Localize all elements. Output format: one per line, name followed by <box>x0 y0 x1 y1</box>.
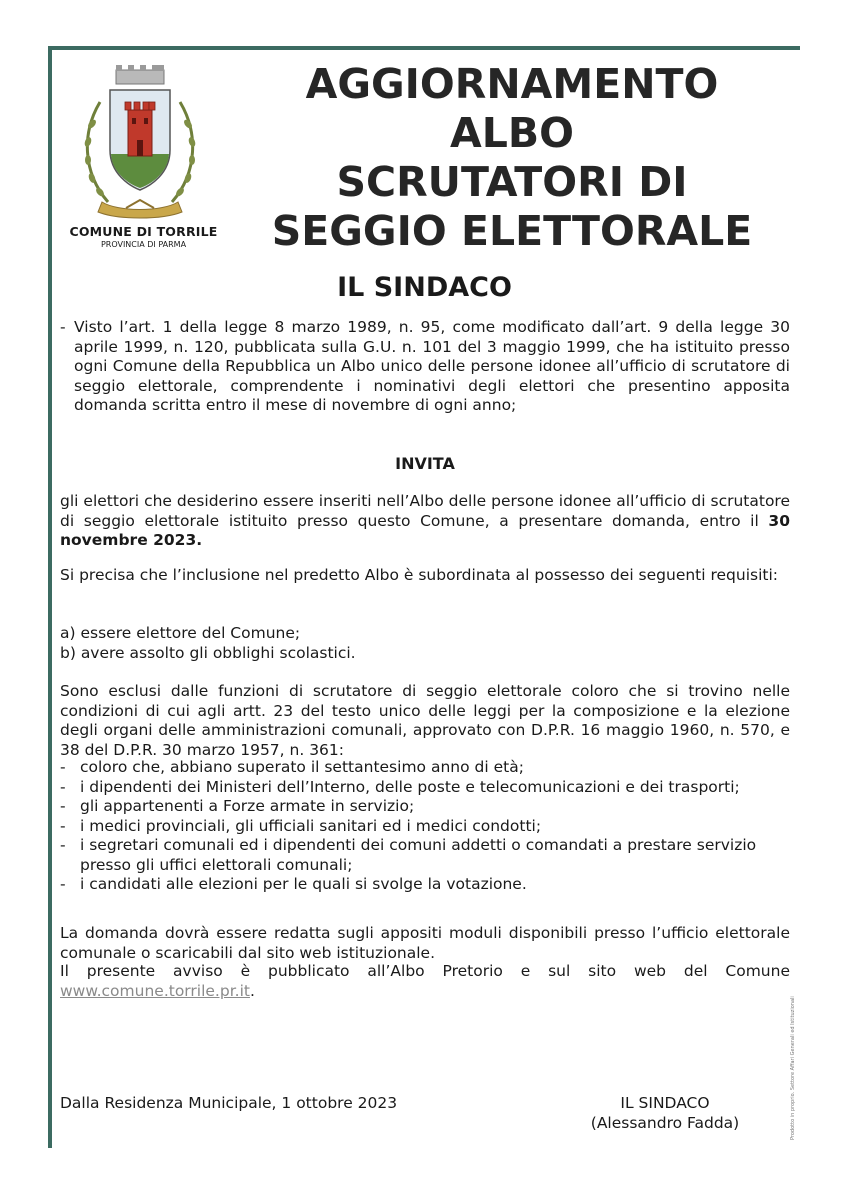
list-dash: - <box>60 797 66 815</box>
requirements-list <box>60 624 790 663</box>
publication-paragraph <box>60 962 790 1001</box>
premise-text: Visto l’art. 1 della legge 8 marzo 1989, n. 95, come modificato dall’art. 9 della legge 30 aprile 1999, n. 120, pubblicata sulla G.U. n. 101 del 3 maggio 1999, che ha istituito presso ogni Comune della Repubblica un Albo unico delle persone idonee all’ufficio di scrutatore di seggio elettorale, comprendente i nominativi degli elettori che presentino apposita domanda scritta entro il mese di novembre di ogni anno; <box>74 318 790 414</box>
exclusion-item <box>60 836 790 875</box>
exclusion-text: i medici provinciali, gli ufficiali sanitari ed i medici condotti; <box>80 816 542 835</box>
requirement-item: b) avere assolto gli obblighi scolastici. <box>60 643 356 662</box>
premise-paragraph <box>60 318 790 416</box>
list-dash: - <box>60 875 66 893</box>
page-title <box>232 60 792 256</box>
publication-text: Il presente avviso è pubblicato all’Albo Pretorio e sul sito web del Comune <box>60 962 790 980</box>
exclusion-item <box>60 758 790 778</box>
signer-title: IL SINDACO <box>620 1094 710 1112</box>
invitation-paragraph <box>60 492 790 551</box>
premise-dash: - <box>60 318 66 336</box>
exclusion-text: i segretari comunali ed i dipendenti dei comuni addetti o comandati a prestare servizio presso gli uffici elettorali comunali; <box>80 836 757 874</box>
exclusion-item <box>60 778 790 798</box>
website-link[interactable]: www.comune.torrile.pr.it <box>60 981 250 1000</box>
invita-heading: INVITA <box>395 454 455 473</box>
title-line: SEGGIO ELETTORALE <box>271 207 753 255</box>
publication-end: . <box>249 981 255 1000</box>
list-dash: - <box>60 816 66 835</box>
exclusion-item <box>60 875 790 895</box>
place-date: Dalla Residenza Municipale, 1 ottobre 2023 <box>60 1094 398 1112</box>
production-note: Prodotto in proprio. Settore Affari Generali ed Istituzionali <box>790 996 796 1140</box>
frame-top-border <box>48 46 800 50</box>
list-dash: - <box>60 777 66 796</box>
exclusion-text: i dipendenti dei Ministeri dell’Interno, delle poste e telecomunicazioni e dei trasporti; <box>80 777 740 796</box>
exclusions-intro: Sono esclusi dalle funzioni di scrutatore di seggio elettorale coloro che si trovino nelle condizioni di cui agli artt. 23 del testo unico delle leggi per la composizione e la elezione degli organi delle amministrazioni comunali, approvato con D.P.R. 16 maggio 1960, n. 570, e 38 del D.P.R. 30 marzo 1957, n. 361: <box>60 682 790 759</box>
signer-name: (Alessandro Fadda) <box>590 1113 740 1132</box>
list-dash: - <box>60 758 66 776</box>
exclusion-text: i candidati alle elezioni per le quali si svolge la votazione. <box>80 875 527 893</box>
exclusion-item <box>60 797 790 817</box>
forms-paragraph: La domanda dovrà essere redatta sugli appositi moduli disponibili presso l’ufficio elettorale comunale o scaricabili dal sito web istituzionale. <box>60 924 790 962</box>
sindaco-heading: IL SINDACO <box>337 272 512 303</box>
exclusion-text: gli appartenenti a Forze armate in servizio; <box>80 797 415 815</box>
exclusion-item <box>60 817 790 837</box>
signature-block <box>560 1094 770 1133</box>
invitation-text: gli elettori che desiderino essere inseriti nell’Albo delle persone idonee all’ufficio di scrutatore di seggio elettorale istituito presso questo Comune, a presentare domanda, entro il <box>60 492 790 530</box>
list-dash: - <box>60 836 66 854</box>
requirement-item: a) essere elettore del Comune; <box>60 624 301 642</box>
title-line: AGGIORNAMENTO <box>305 60 719 108</box>
requirements-intro: Si precisa che l’inclusione nel predetto Albo è subordinata al possesso dei seguenti requisiti: <box>60 566 779 584</box>
title-line: ALBO <box>450 109 574 157</box>
title-line: SCRUTATORI DI <box>336 158 688 206</box>
provincia-label: PROVINCIA DI PARMA <box>100 240 187 249</box>
comune-name: COMUNE DI TORRILE <box>69 224 218 239</box>
exclusions-list <box>60 758 790 895</box>
exclusion-text: coloro che, abbiano superato il settantesimo anno di età; <box>80 758 524 776</box>
comune-crest-logo <box>78 62 202 227</box>
deadline-date: 30 novembre 2023. <box>60 511 790 549</box>
frame-left-border <box>48 46 52 1148</box>
